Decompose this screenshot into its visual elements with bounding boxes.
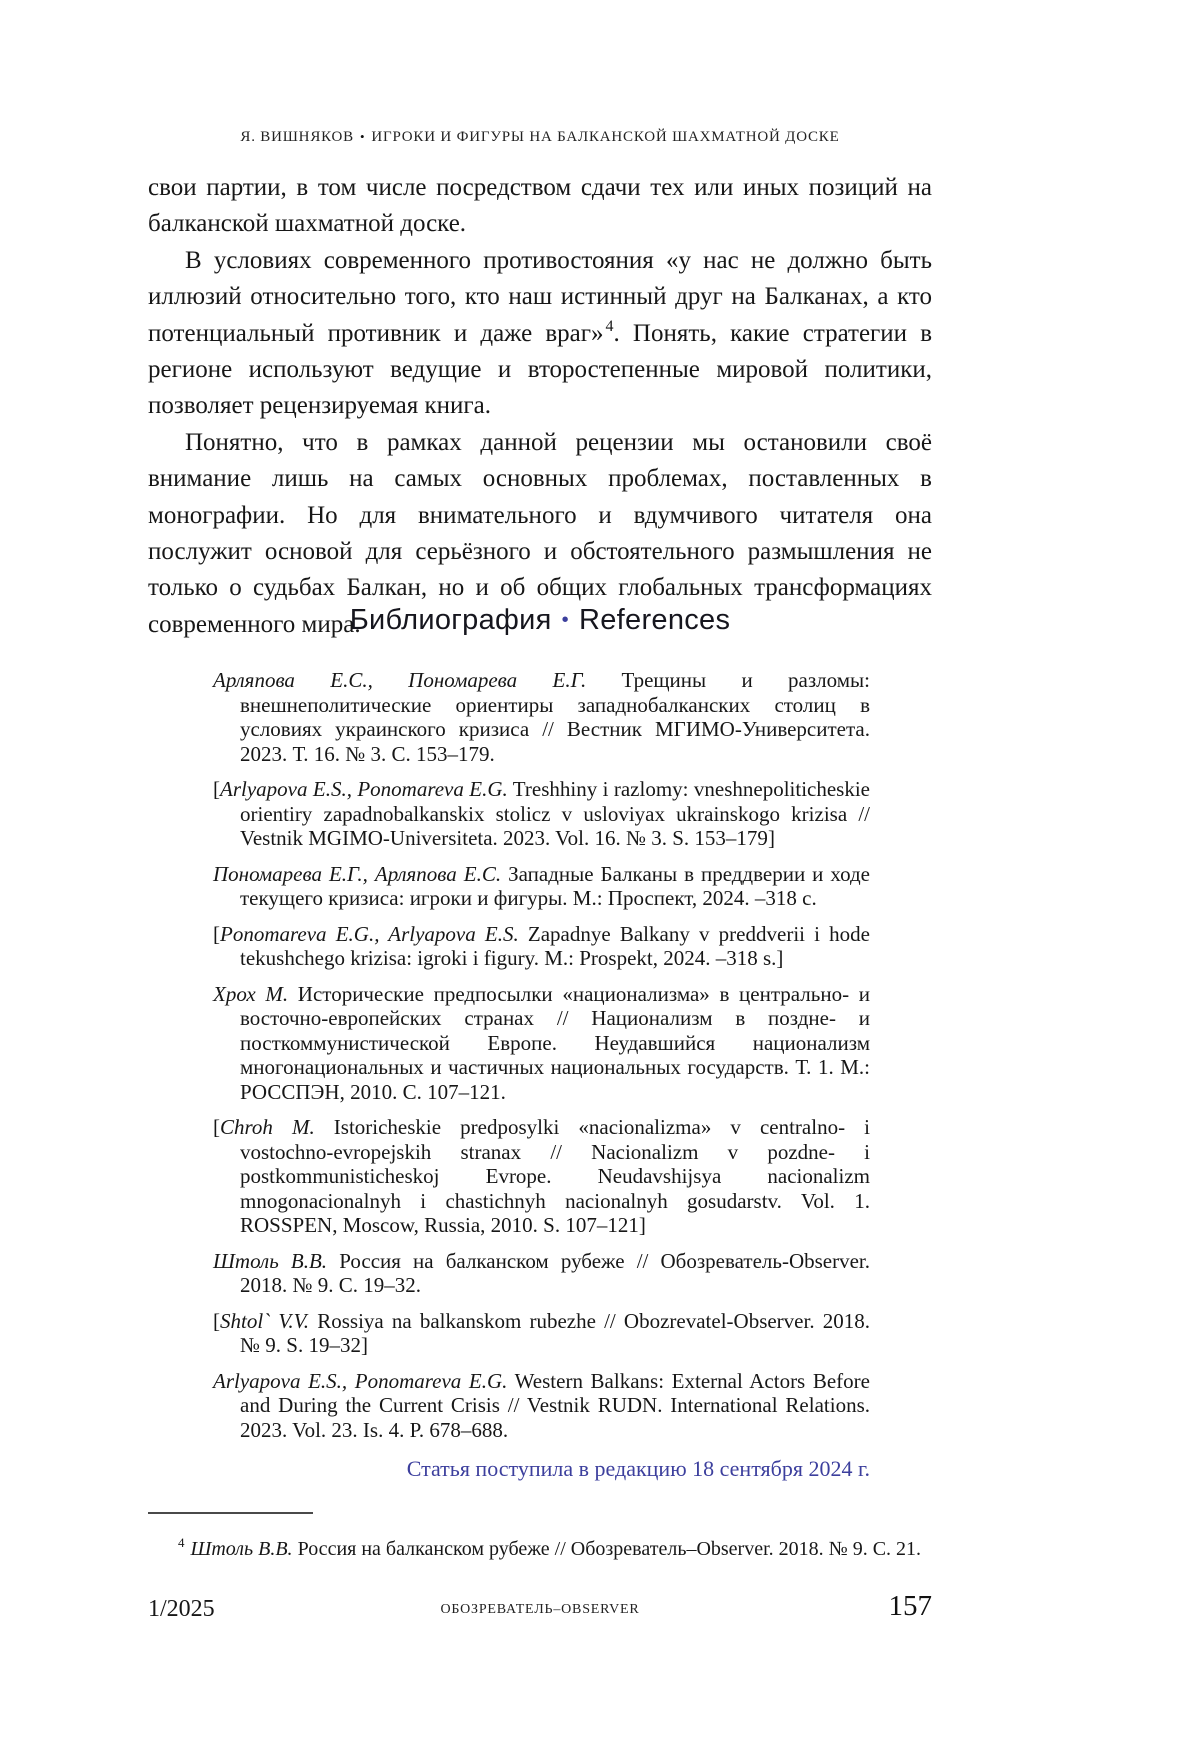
bibliography-entry: [Shtol` V.V. Rossiya na balkanskom rubezhe // Obozrevatel-Observer. 2018. № 9. S. 19–32] — [213, 1308, 870, 1357]
bibliography-entry: Arlyapova E.S., Ponomareva E.G. Western Balkans: External Actors Before and During the Current Crisis // Vestnik RUDN. International Relations. 2023. Vol. 23. Is. 4. P. 678–688. — [213, 1368, 870, 1442]
running-header-title: ИГРОКИ И ФИГУРЫ НА БАЛКАНСКОЙ ШАХМАТНОЙ ДОСКЕ — [371, 129, 840, 145]
footnote-marker: 4 — [178, 1535, 185, 1551]
footnote-reference-4: 4 — [605, 318, 614, 336]
paragraph-2-text-after: . Понять, какие стратегии в регионе используют ведущие и второстепенные мировой политики, позволяет рецензируемая книга. — [148, 319, 933, 420]
article-body — [148, 170, 932, 643]
footnote-text: Россия на балканском рубеже // Обозреватель–Observer. 2018. № 9. С. 21. — [292, 1538, 922, 1560]
bibliography-entry: [Ponomareva E.G., Arlyapova E.S. Zapadnye Balkany v preddverii i hode tekushchego krizisa: igroki i figury. M.: Prospekt, 2024. –318 s.] — [213, 921, 870, 970]
bibliography-entry: Штоль В.В. Россия на балканском рубеже // Обозреватель-Observer. 2018. № 9. С. 19–32. — [213, 1248, 871, 1297]
paragraph-2-text-before: В условиях современного противостояния «у нас не должно быть иллюзий относительно того, кто наш истинный друг на Балканах, а кто потенциальный противник и даже враг» — [148, 246, 932, 347]
bibliography-entry-authors: Shtol` V.V. — [220, 1308, 310, 1333]
bibliography-entry-authors: Arlyapova E.S., Ponomareva E.G. — [213, 1368, 508, 1393]
bibliography-list — [148, 668, 870, 1453]
bibliography-title-ru: Библиография — [349, 604, 552, 636]
bibliography-entry-authors: Хрох М. — [213, 981, 289, 1006]
bibliography-entry-authors: Арляпова Е.С., Пономарева Е.Г. — [213, 668, 587, 692]
bibliography-title-en: References — [578, 604, 731, 636]
running-header-author: Я. ВИШНЯКОВ — [240, 129, 354, 145]
footer-journal-name: ОБОЗРЕВАТЕЛЬ–OBSERVER — [440, 1602, 640, 1617]
body-paragraph-1: свои партии, в том числе посредством сдачи тех или иных позиций на балканской шахматной доске. — [148, 174, 932, 238]
bibliography-entry: Арляпова Е.С., Пономарева Е.Г. Трещины и разломы: внешнеполитические ориентиры западнобалканских столиц в условиях украинского кризиса // Вестник МГИМО-Университета. 2023. Т. 16. № 3. С. 153–179. — [213, 668, 870, 766]
bibliography-entry-authors: Ponomareva E.G., Arlyapova E.S. — [220, 921, 519, 946]
footer-issue-number: 1/2025 — [148, 1596, 215, 1622]
running-header — [148, 129, 932, 146]
header-bullet-icon: • — [360, 129, 366, 144]
bibliography-entry: [Arlyapova E.S., Ponomareva E.G. Treshhiny i razlomy: vneshnepoliticheskie orientiry zapadnobalkanskix stolicz v usloviyax ukrainskogo krizisa // Vestnik MGIMO-Universiteta. 2023. Vol. 16. № 3. S. 153–179] — [213, 777, 871, 850]
bibliography-entry-authors: Штоль В.В. — [213, 1248, 328, 1273]
body-paragraph-2 — [148, 243, 932, 425]
bibliography-entry-authors: Arlyapova E.S., Ponomareva E.G. — [220, 777, 508, 801]
footnote-separator — [148, 1512, 313, 1514]
bibliography-bullet-icon: • — [561, 609, 569, 631]
page-footer — [148, 1588, 932, 1628]
bibliography-entry-authors: Пономарева Е.Г., Арляпова Е.С. — [213, 861, 502, 886]
received-note: Статья поступила в редакцию 18 сентября 2024 г. — [406, 1456, 870, 1481]
body-paragraph-3: Понятно, что в рамках данной рецензии мы остановили своё внимание лишь на самых основных проблемах, поставленных в монографии. Но для внимательного и вдумчивого читателя она послужит основой для серьёзного и обстоятельного размышления не только о судьбах Балкан, но и об общих глобальных трансформациях современного мира. — [148, 428, 932, 638]
footnote-authors: Штоль В.В. — [190, 1538, 293, 1560]
footnote — [148, 1536, 932, 1562]
footer-page-number: 157 — [888, 1590, 932, 1622]
bibliography-entry: Хрох М. Исторические предпосылки «национализма» в центрально- и восточно-европейских странах // Национализм в поздне- и посткоммунистической Европе. Неудавшийся национализм многонациональных и частичных национальных государств. Т. 1. М.: РОССПЭН, 2010. С. 107–121. — [213, 981, 870, 1104]
bibliography-entry: [Chroh M. Istoricheskie predposylki «nacionalizma» v centralno- i vostochno-evropejskih stranax // Nacionalizm v pozdne- i postkommunisticheskoj Evrope. Neudavshijsya nacionalizm mnogonacionalnyh i chastichnyh nacionalnyh gosudarstv. Vol. 1. ROSSPEN, Moscow, Russia, 2010. S. 107–121] — [213, 1115, 870, 1237]
bibliography-entry: Пономарева Е.Г., Арляпова Е.С. Западные Балканы в преддверии и ходе текущего кризиса: игроки и фигуры. М.: Проспект, 2024. –318 с. — [213, 861, 870, 910]
bibliography-heading — [148, 604, 932, 637]
bibliography-entry-authors: Chroh M. — [220, 1115, 315, 1139]
